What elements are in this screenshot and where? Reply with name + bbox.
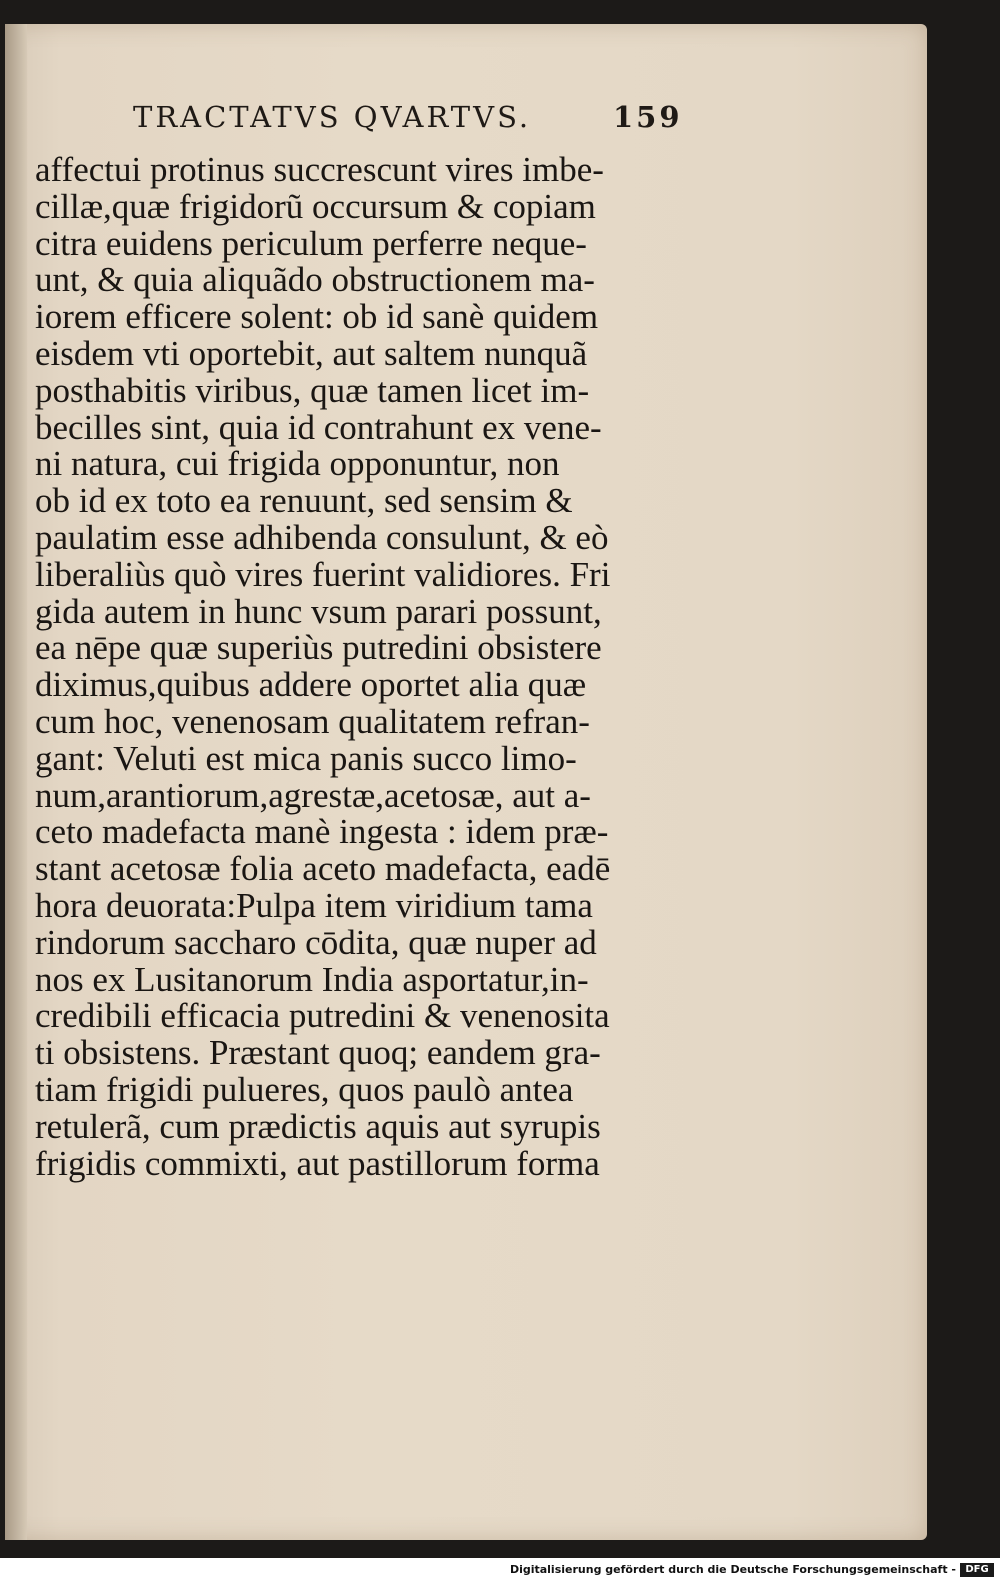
running-head-title: TRACTATVS QVARTVS. bbox=[133, 100, 532, 134]
text-line: ceto madefacta manè ingesta : idem præ- bbox=[35, 812, 609, 852]
footer-credit: Digitalisierung gefördert durch die Deutsche Forschungsgemeinschaft - bbox=[509, 1563, 956, 1576]
dfg-logo: DFG bbox=[960, 1563, 994, 1577]
text-line: gida autem in hunc vsum parari possunt, bbox=[35, 591, 602, 631]
text-line: gant: Veluti est mica panis succo limo- bbox=[35, 738, 577, 778]
text-line: citra euidens periculum perferre neque- bbox=[35, 223, 587, 263]
text-line: cum hoc, venenosam qualitatem refran- bbox=[35, 701, 590, 741]
text-line: tiam frigidi pulueres, quos paulò antea bbox=[35, 1069, 574, 1109]
text-line: iorem efficere solent: ob id sanè quidem bbox=[35, 297, 599, 337]
text-line: frigidis commixti, aut pastillorum forma bbox=[35, 1143, 600, 1183]
text-line: posthabitis viribus, quæ tamen licet im- bbox=[35, 370, 590, 410]
page-gutter bbox=[5, 24, 27, 1540]
text-line: affectui protinus succrescunt vires imbe- bbox=[35, 150, 604, 189]
text-line: diximus,quibus addere oportet alia quæ bbox=[35, 665, 587, 705]
text-line: cillæ,quæ frigidorũ occursum & copiam bbox=[35, 186, 596, 226]
text-line: num,arantiorum,agrestæ,acetosæ, aut a- bbox=[35, 775, 591, 815]
text-line: nos ex Lusitanorum India asportatur,in- bbox=[35, 959, 589, 999]
text-line: becilles sint, quia id contrahunt ex vene- bbox=[35, 407, 602, 447]
text-line: unt, & quia aliquãdo obstructionem ma- bbox=[35, 260, 595, 300]
footer bbox=[0, 1558, 1000, 1583]
text-body bbox=[35, 152, 675, 1182]
text-line: ob id ex toto ea renuunt, sed sensim & bbox=[35, 481, 573, 521]
text-line: liberaliùs quò vires fuerint validiores. Fri bbox=[35, 554, 611, 594]
text-line: rindorum sacchаro cōdita, quæ nuper ad bbox=[35, 922, 597, 962]
text-line: ea nēpe quæ superiùs putredini obsistere bbox=[35, 628, 602, 668]
text-line: hora deuorata:Pulpa item viridium tama bbox=[35, 885, 593, 925]
text-line: retulerã, cum prædictis aquis aut syrupis bbox=[35, 1106, 601, 1146]
text-line: paulatim esse adhibenda consulunt, & eò bbox=[35, 517, 609, 557]
text-line: ti obsistens. Præstant quoq; eandem gra- bbox=[35, 1033, 601, 1073]
text-line: eisdem vti oportebit, aut saltem nunquã bbox=[35, 333, 588, 373]
text-line: credibili efficacia putredini & venenosita bbox=[35, 996, 610, 1036]
page-number: 159 bbox=[613, 100, 683, 134]
book-page bbox=[5, 24, 927, 1540]
text-line: stant acetosæ folia aceto madefacta, eadē bbox=[35, 849, 611, 889]
text-line: ni natura, cui frigida opponuntur, non bbox=[35, 444, 560, 484]
